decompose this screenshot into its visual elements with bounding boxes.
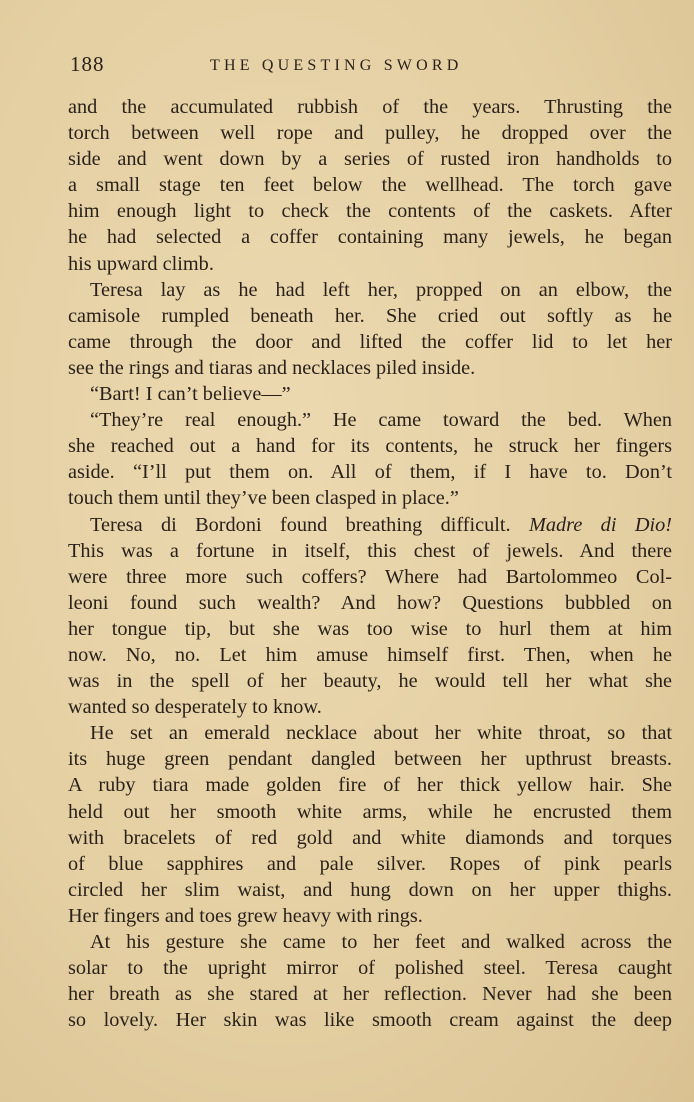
text-line: At his gesture she came to her feet and walked across the xyxy=(90,931,672,953)
paragraph xyxy=(68,512,672,721)
text-line: its huge green pendant dangled between her upthrust breasts. xyxy=(68,748,672,771)
text-line: him enough light to check the contents of the caskets. After xyxy=(68,200,672,223)
text-line: “They’re real enough.” He came toward the bed. When xyxy=(90,409,672,432)
text-line: were three more such coffers? Where had Bartolommeo Col- xyxy=(68,565,672,588)
text-line: side and went down by a series of rusted iron handholds to xyxy=(68,148,672,171)
text-line: her tongue tip, but she was too wise to hurl them at him xyxy=(68,617,672,640)
text-line: a small stage ten feet below the wellhead. The torch gave xyxy=(68,174,672,197)
text-line: camisole rumpled beneath her. She cried out softly as he xyxy=(68,304,672,327)
italic-phrase: Madre di Dio! xyxy=(529,513,672,536)
text-line: wanted so desperately to know. xyxy=(68,696,322,719)
text-line: now. No, no. Let him amuse himself first. Then, when he xyxy=(68,643,672,666)
paragraph xyxy=(68,381,672,407)
text-line: leoni found such wealth? And how? Questions bubbled on xyxy=(68,591,672,614)
text-line: circled her slim waist, and hung down on her upper thighs. xyxy=(68,878,672,901)
text-line: aside. “I’ll put them on. All of them, if I have to. Don’t xyxy=(68,461,672,484)
text-line: A ruby tiara made golden fire of her thick yellow hair. She xyxy=(68,774,672,797)
text-line: touch them until they’ve been clasped in place.” xyxy=(68,487,459,510)
text-line: This was a fortune in itself, this chest of jewels. And there xyxy=(68,539,672,562)
text-line: so lovely. Her skin was like smooth cream against the deep xyxy=(68,1009,672,1032)
text-line xyxy=(68,512,672,538)
text-line: she reached out a hand for its contents, he struck her fingers xyxy=(68,435,672,458)
running-title: THE QUESTING SWORD xyxy=(210,57,463,74)
text-line: of blue sapphires and pale silver. Ropes of pink pearls xyxy=(68,852,672,875)
paragraph xyxy=(68,720,672,929)
text-line: his upward climb. xyxy=(68,252,214,275)
text-line: “Bart! I can’t believe—” xyxy=(90,383,291,406)
text-line: with bracelets of red gold and white diamonds and torques xyxy=(68,826,672,849)
text-line: Her fingers and toes grew heavy with rings. xyxy=(68,904,423,927)
text-line: was in the spell of her beauty, he would tell her what she xyxy=(68,670,672,693)
text-line: held out her smooth white arms, while he encrusted them xyxy=(68,800,672,823)
page-number: 188 xyxy=(70,52,105,76)
page-header xyxy=(70,52,670,82)
text-line: and the accumulated rubbish of the years. Thrusting the xyxy=(68,96,672,118)
text-line: He set an emerald necklace about her white throat, so that xyxy=(90,722,672,745)
text-segment: Teresa di Bordoni found breathing difficult. xyxy=(90,513,529,536)
paragraph xyxy=(68,407,672,511)
text-line: came through the door and lifted the coffer lid to let her xyxy=(68,330,672,353)
paragraph xyxy=(68,94,672,277)
text-line: torch between well rope and pulley, he dropped over the xyxy=(68,122,672,145)
text-line: Teresa lay as he had left her, propped on an elbow, the xyxy=(90,278,672,301)
paragraph xyxy=(68,277,672,381)
paragraph xyxy=(68,929,672,1033)
text-line: he had selected a coffer containing many jewels, he began xyxy=(68,226,672,249)
text-line: solar to the upright mirror of polished steel. Teresa caught xyxy=(68,957,672,980)
body-text xyxy=(68,94,672,1033)
text-line: her breath as she stared at her reflection. Never had she been xyxy=(68,983,672,1006)
text-line: see the rings and tiaras and necklaces piled inside. xyxy=(68,356,476,379)
